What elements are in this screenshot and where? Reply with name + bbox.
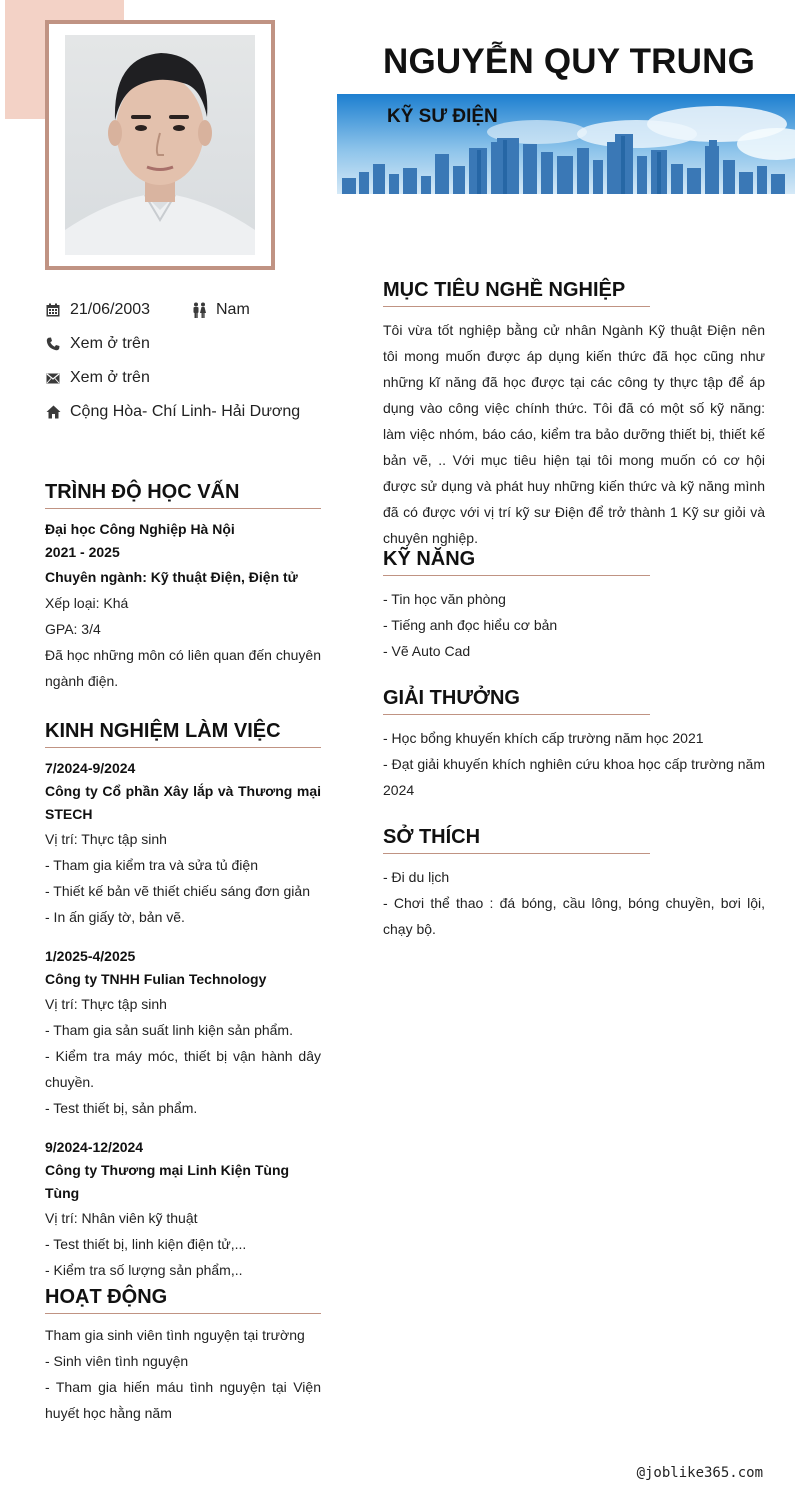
awards-section	[383, 725, 765, 803]
skill-item: - Vẽ Auto Cad	[383, 643, 471, 659]
job-position: Vị trí: Nhân viên kỹ thuật	[45, 1210, 198, 1226]
job-entry	[45, 1136, 321, 1283]
job-task: - Thiết kế bản vẽ thiết chiếu sáng đơn giản	[45, 883, 310, 899]
phone-value: Xem ở trên	[70, 335, 150, 352]
job-entry	[45, 945, 321, 1121]
mail-icon	[45, 370, 61, 386]
job-position: Vị trí: Thực tập sinh	[45, 831, 167, 847]
birthdate-row	[45, 301, 150, 319]
skills-section	[383, 586, 765, 664]
calendar-icon	[45, 302, 61, 318]
job-task: - Kiểm tra máy móc, thiết bị vận hành dây chuyền.	[45, 1048, 321, 1090]
phone-icon	[45, 336, 61, 352]
job-company: Công ty Thương mại Linh Kiện Tùng Tùng	[45, 1162, 290, 1201]
objective-divider	[383, 306, 650, 307]
hobby-item: - Chơi thể thao : đá bóng, cầu lông, bóng chuyền, bơi lội, chạy bộ.	[383, 895, 765, 937]
skill-item: - Tiếng anh đọc hiểu cơ bản	[383, 617, 558, 633]
job-entry	[45, 757, 321, 930]
home-icon	[45, 404, 61, 420]
awards-divider	[383, 714, 650, 715]
objective-heading: MỤC TIÊU NGHỀ NGHIỆP	[383, 279, 626, 301]
birthdate-value: 21/06/2003	[70, 301, 151, 318]
education-rank: Xếp loại: Khá	[45, 595, 129, 611]
job-company: Công ty Cổ phần Xây lắp và Thương mại STECH	[45, 783, 321, 822]
hobbies-heading: SỞ THÍCH	[383, 826, 481, 848]
job-task: - In ấn giấy tờ, bản vẽ.	[45, 909, 185, 925]
activity-line: Tham gia sinh viên tình nguyện tại trường	[45, 1327, 305, 1343]
skills-divider	[383, 575, 650, 576]
skill-item: - Tin học văn phòng	[383, 591, 506, 607]
job-company: Công ty TNHH Fulian Technology	[45, 971, 267, 987]
job-task: - Test thiết bị, linh kiện điện tử,...	[45, 1236, 247, 1252]
school-name: Đại học Công Nghiệp Hà Nội	[45, 521, 235, 537]
gender-icon	[191, 302, 207, 318]
gender-row	[191, 301, 250, 319]
profile-photo	[65, 35, 255, 255]
education-major: Chuyên ngành: Kỹ thuật Điện, Điện tử	[45, 569, 298, 585]
activities-divider	[45, 1313, 321, 1314]
education-heading: TRÌNH ĐỘ HỌC VẤN	[45, 481, 240, 503]
hobby-item: - Đi du lịch	[383, 869, 450, 885]
job-period: 7/2024-9/2024	[45, 760, 136, 776]
hobbies-section	[383, 864, 765, 942]
email-row	[45, 369, 150, 387]
job-period: 1/2025-4/2025	[45, 948, 136, 964]
job-task: - Test thiết bị, sản phẩm.	[45, 1100, 198, 1116]
hobbies-divider	[383, 853, 650, 854]
candidate-name: NGUYỄN QUY TRUNG	[383, 42, 756, 81]
email-value: Xem ở trên	[70, 369, 150, 386]
address-value: Cộng Hòa- Chí Linh- Hải Dương	[70, 403, 301, 420]
activity-line: - Tham gia hiến máu tình nguyện tại Viện huyết học hằng năm	[45, 1379, 321, 1421]
award-item: - Đạt giải khuyến khích nghiên cứu khoa học cấp trường năm 2024	[383, 756, 765, 798]
objective-text: Tôi vừa tốt nghiệp bằng cử nhân Ngành Kỹ thuật Điện nên tôi mong muốn được áp dụng kiến thức đã học cũng như những kĩ năng đã học được tại các công ty thực tập để áp dụng vào công việc chính thức. Tôi đã có một số kỹ năng: làm việc nhóm, báo cáo, kiểm tra bảo dưỡng thiết bị, thiết kế bản vẽ, .. Với mục tiêu hiện tại tôi mong muốn có cơ hội được sử dụng và phát huy những kiến thức và kỹ năng mình đã có được với vị trí kỹ sư Điện để trở thành 1 Kỹ sư giỏi và chuyên nghiệp.	[383, 322, 765, 546]
experience-divider	[45, 747, 321, 748]
job-task: - Tham gia kiểm tra và sửa tủ điện	[45, 857, 258, 873]
education-divider	[45, 508, 321, 509]
activities-heading: HOẠT ĐỘNG	[45, 1286, 168, 1308]
experience-heading: KINH NGHIỆM LÀM VIỆC	[45, 720, 281, 742]
job-position: Vị trí: Thực tập sinh	[45, 996, 167, 1012]
activity-line: - Sinh viên tình nguyện	[45, 1353, 189, 1369]
education-note: Đã học những môn có liên quan đến chuyên ngành điện.	[45, 647, 321, 689]
award-item: - Học bổng khuyến khích cấp trường năm học 2021	[383, 730, 704, 746]
activities-section	[45, 1322, 321, 1426]
job-title: KỸ SƯ ĐIỆN	[387, 106, 498, 127]
job-period: 9/2024-12/2024	[45, 1139, 144, 1155]
job-task: - Tham gia sản suất linh kiện sản phẩm.	[45, 1022, 293, 1038]
address-row	[45, 403, 300, 421]
education-gpa: GPA: 3/4	[45, 621, 101, 637]
photo-frame	[45, 20, 275, 270]
title-banner	[337, 94, 795, 194]
education-years: 2021 - 2025	[45, 544, 120, 560]
awards-heading: GIẢI THƯỞNG	[383, 687, 520, 709]
phone-row	[45, 335, 150, 353]
skills-heading: KỸ NĂNG	[383, 548, 476, 570]
education-section	[45, 518, 321, 694]
site-watermark: @joblike365.com	[636, 1465, 763, 1481]
job-task: - Kiểm tra số lượng sản phẩm,..	[45, 1262, 243, 1278]
gender-value: Nam	[216, 301, 250, 318]
